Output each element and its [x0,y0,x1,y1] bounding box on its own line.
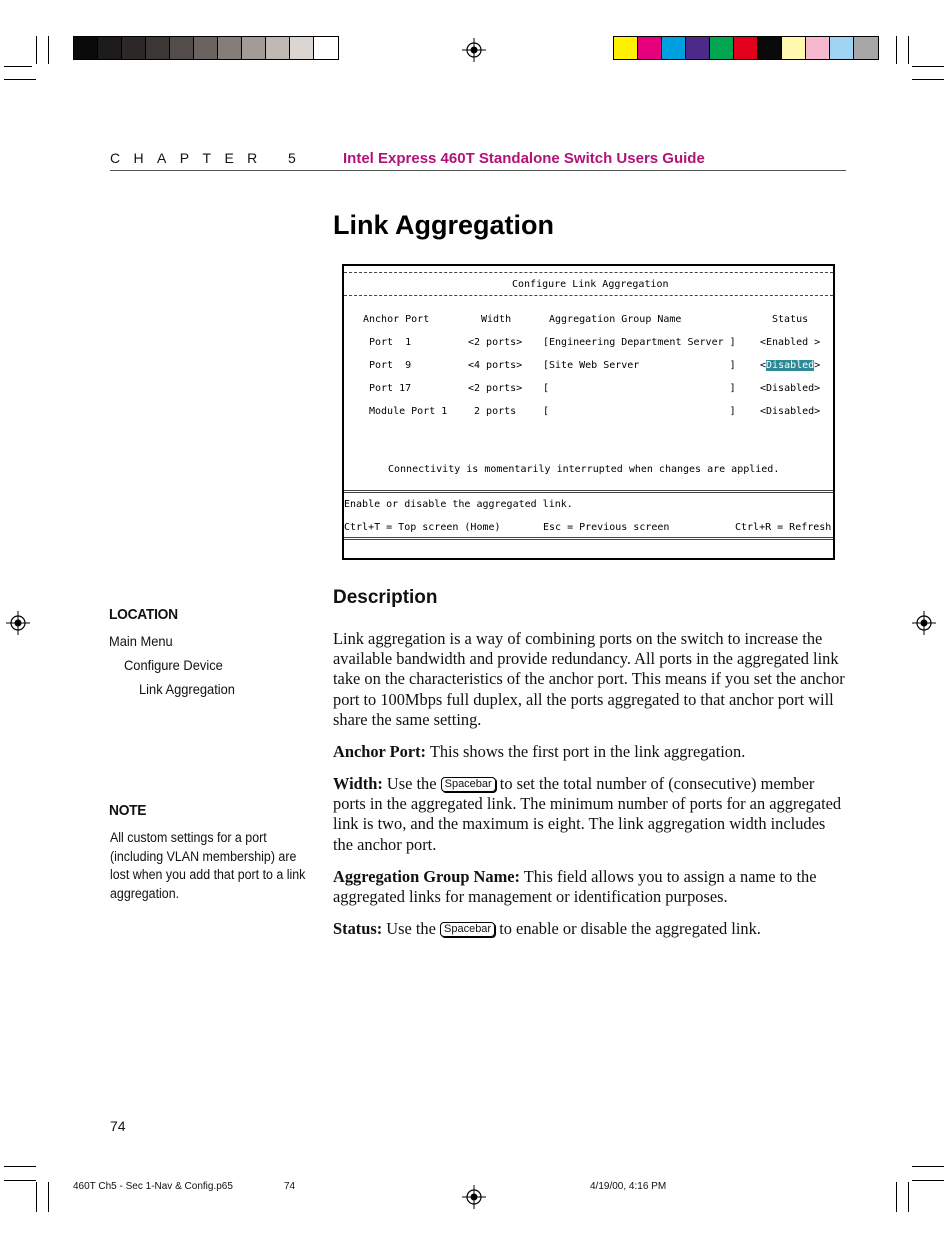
status-value-highlighted: Disabled [766,360,815,371]
group-name-paragraph [333,867,847,907]
registration-mark-icon [462,38,486,62]
crop-mark [4,1166,36,1167]
width-field[interactable]: <2 ports> [468,383,523,394]
color-swatch [830,37,854,59]
term-label: Status: [333,919,383,938]
location-path-item: Configure Device [124,657,223,673]
color-swatch [74,37,98,59]
group-name-field[interactable]: [ ] [543,383,736,394]
location-heading: LOCATION [109,606,178,623]
crop-mark [908,1182,909,1212]
header-rule [110,170,846,171]
color-swatch [146,37,170,59]
crop-mark [48,36,49,64]
color-swatch [686,37,710,59]
terminal-notice: Connectivity is momentarily interrupted when changes are applied. [388,464,780,475]
registration-mark-icon [912,611,936,635]
spacebar-key-icon: Spacebar [440,922,495,937]
status-field[interactable]: <Disabled> [760,406,821,417]
key-hint-top-screen[interactable]: Ctrl+T = Top screen (Home) [344,522,501,533]
location-path-item: Link Aggregation [139,681,235,697]
term-label: Aggregation Group Name: [333,867,520,886]
anchor-port-cell: Port 17 [369,383,412,394]
spacebar-key-icon: Spacebar [441,777,496,792]
color-swatch [242,37,266,59]
anchor-port-cell: Port 1 [369,337,412,348]
width-field[interactable]: <4 ports> [468,360,523,371]
color-swatch [314,37,338,59]
status-field[interactable]: <Enabled > [760,337,821,348]
description-heading: Description [333,587,438,608]
term-text: to enable or disable the aggregated link. [495,919,761,938]
status-paragraph [333,919,847,939]
key-hint-previous-screen[interactable]: Esc = Previous screen [543,522,670,533]
color-swatch [710,37,734,59]
group-name-field[interactable]: [ ] [543,406,736,417]
column-header-anchor-port: Anchor Port [363,314,430,325]
slug-filename: 460T Ch5 - Sec 1-Nav & Config.p65 [73,1181,233,1192]
terminal-help-line: Enable or disable the aggregated link. [344,499,573,510]
crop-mark [896,1182,897,1212]
color-swatch [170,37,194,59]
color-swatch [782,37,806,59]
color-swatch [614,37,638,59]
color-swatch [290,37,314,59]
term-text: This field allows you to assign a name to the aggregated links for management or identification purposes. [333,867,817,907]
chapter-label: CHAPTER 5 [110,150,310,166]
crop-mark [912,79,944,80]
terminal-screenshot [342,264,835,560]
anchor-port-paragraph [333,742,847,762]
guide-title: Intel Express 460T Standalone Switch Users Guide [343,150,705,167]
status-bracket-close: > [814,360,821,371]
term-label: Width: [333,774,383,793]
slug-date: 4/19/00, 4:16 PM [590,1181,667,1192]
width-paragraph [333,774,847,855]
term-text: Use the [382,774,441,793]
intro-paragraph: Link aggregation is a way of combining ports on the switch to increase the available bandwidth and provide redundancy. All ports in the aggregated link take on the characteristics of the anchor port. This means if you set the anchor port to 100Mbps full duplex, all the ports aggregated to that anchor port will share the same setting. [333,629,845,729]
page-number: 74 [110,1118,126,1134]
status-field[interactable]: <Disabled> [760,383,821,394]
crop-mark [896,36,897,64]
width-field[interactable]: <2 ports> [468,337,523,348]
crop-mark [48,1182,49,1212]
color-swatch [98,37,122,59]
anchor-port-cell: Port 9 [369,360,412,371]
registration-mark-icon [6,611,30,635]
crop-mark [912,1166,944,1167]
anchor-port-cell: Module Port 1 [369,406,448,417]
crop-mark [36,1182,37,1212]
color-swatch [662,37,686,59]
color-swatch [854,37,878,59]
note-heading: NOTE [109,802,147,819]
column-header-group-name: Aggregation Group Name [549,314,682,325]
group-name-field[interactable]: [Engineering Department Server ] [543,337,736,348]
location-path-item: Main Menu [109,633,173,649]
color-swatch [122,37,146,59]
color-swatch [734,37,758,59]
width-field[interactable]: 2 ports [468,406,523,417]
column-header-status: Status [772,314,809,325]
term-text: This shows the first port in the link aggregation. [426,742,746,761]
color-swatch [266,37,290,59]
crop-mark [4,66,32,67]
note-text: All custom settings for a port (including VLAN membership) are lost when you add that port to a link aggregation. [110,830,306,901]
crop-mark [4,1180,36,1181]
term-text: to set the total number of (consecutive) member ports in the aggregated link. The minimum number of ports for an aggregated link is two, and the maximum is eight. The link aggregation width includes the anchor port. [333,774,842,854]
crop-mark [912,1180,944,1181]
status-bracket-open: < [760,360,767,371]
crop-mark [912,66,944,67]
crop-mark [36,36,37,64]
color-swatch [758,37,782,59]
crop-mark [908,36,909,64]
color-swatch [806,37,830,59]
term-text: Use the [382,919,440,938]
terminal-title: Configure Link Aggregation [512,279,669,290]
status-field-selected[interactable] [760,360,820,372]
color-swatch [194,37,218,59]
grayscale-calibration-bar [73,36,339,60]
page-title: Link Aggregation [333,210,554,240]
slug-page: 74 [284,1181,296,1192]
color-calibration-bar [613,36,879,60]
crop-mark [4,79,36,80]
key-hint-refresh[interactable]: Ctrl+R = Refresh [735,522,832,533]
registration-mark-icon [462,1185,486,1209]
group-name-field[interactable]: [Site Web Server ] [543,360,736,371]
color-swatch [218,37,242,59]
term-label: Anchor Port: [333,742,427,761]
color-swatch [638,37,662,59]
column-header-width: Width [481,314,512,325]
